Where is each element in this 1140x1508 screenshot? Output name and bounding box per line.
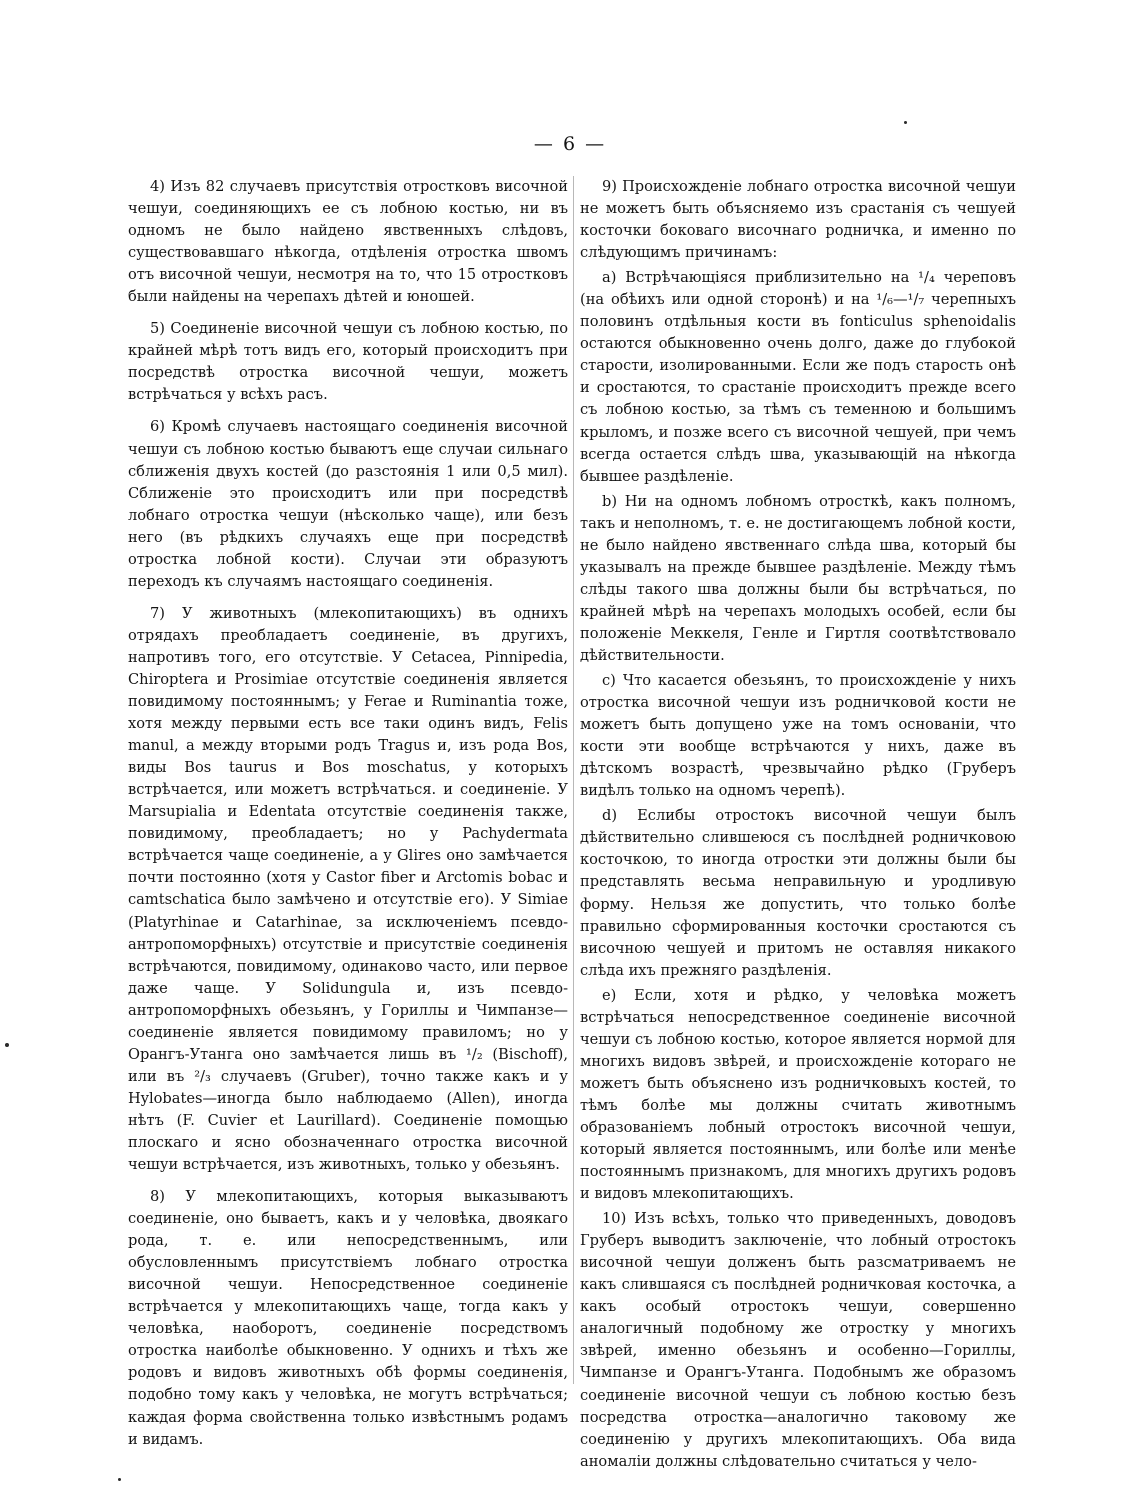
paragraph-9c: c) Что касается обезьянъ, то происхожденіе у нихъ отростка височной чешуи изъ родничковой кости не можетъ быть допущено уже на томъ основаніи, что кости эти вообще встрѣчаются у нихъ, даже въ дѣтскомъ возрастѣ, чрезвычайно рѣдко (Груберъ видѣлъ только на одномъ черепѣ). [580, 672, 1016, 800]
paragraph-5: 5) Соединеніе височной чешуи съ лобною костью, по крайней мѣрѣ тотъ видъ его, который происходитъ при посредствѣ отростка височной чешуи, можетъ встрѣчаться у всѣхъ расъ. [128, 320, 568, 404]
paragraph-9e: e) Если, хотя и рѣдко, у человѣка можетъ встрѣчаться непосредственное соединеніе височной чешуи съ лобною костью, которое является нормой для многихъ видовъ звѣрей, и происхожденіе котораго не можетъ быть объяснено изъ родничковыхъ костей, то тѣмъ болѣе мы должны считать животнымъ образованіемъ лобный отростокъ височной чешуи, который является постояннымъ, или болѣе или менѣе постояннымъ признакомъ, для многихъ другихъ родовъ и видовъ млекопитающихъ. [580, 986, 1016, 1203]
column-divider [573, 176, 574, 1384]
scan-speck [5, 1043, 9, 1047]
paragraph-10: 10) Изъ всѣхъ, только что приведенныхъ, доводовъ Груберъ выводитъ заключеніе, что лобный отростокъ височной чешуи долженъ быть разсматриваемъ не какъ слившаяся съ послѣдней родничковая косточка, а какъ особый отростокъ чешуи, совершенно аналогичный подобному же отростку у многихъ звѣрей, именно обезьянъ и особенно—Гориллы, Чимпанзе и Орангъ-Утанга. Подобнымъ же образомъ соединеніе височной чешуи съ лобною костью безъ посредства отростка—аналогично таковому же соединенію у другихъ млекопитающихъ. Оба вида аномаліи должны слѣдовательно считаться у чело- [580, 1210, 1016, 1470]
left-column [128, 176, 568, 1461]
paragraph-9a: a) Встрѣчающіяся приблизительно на ¹/₄ череповъ (на обѣихъ или одной сторонѣ) и на ¹/₆—¹/₇ черепныхъ половинъ отдѣльныя кости въ fonticulus sphenoidalis остаются обыкновенно очень долго, даже до глубокой старости, изолированными. Если же подъ старость онѣ и сростаются, то срастаніе происходитъ прежде всего съ лобною костью, за тѣмъ съ теменною и большимъ крыломъ, и позже всего съ височной чешуей, при чемъ всегда остается слѣдъ шва, указывающій на нѣкогда бывшее раздѣленіе. [580, 269, 1016, 485]
scan-speck [118, 1478, 121, 1481]
paragraph-9b: b) Ни на одномъ лобномъ отросткѣ, какъ полномъ, такъ и неполномъ, т. е. не достигающемъ лобной кости, не было найдено явственнаго слѣда шва, который бы указывалъ на прежде бывшее раздѣленіе. Между тѣмъ слѣды такого шва должны были бы встрѣчаться, по крайней мѣрѣ на черепахъ молодыхъ особей, если бы положеніе Меккеля, Генле и Гиртля соотвѣтствовало дѣйствительности. [580, 492, 1016, 664]
paragraph-6: 6) Кромѣ случаевъ настоящаго соединенія височной чешуи съ лобною костью бываютъ еще случаи сильнаго сближенія двухъ костей (до разстоянія 1 или 0,5 мил). Сближеніе это происходитъ или при посредствѣ лобнаго отростка чешуи (нѣсколько чаще), или безъ него (въ рѣдкихъ случаяхъ еще при посредствѣ отростка лобной кости). Случаи эти образуютъ переходъ къ случаямъ настоящаго соединенія. [128, 418, 568, 590]
paragraph-7: 7) У животныхъ (млекопитающихъ) въ однихъ отрядахъ преобладаетъ соединеніе, въ другихъ, напротивъ того, его отсутствіе. У Cetacea, Pinnipedia, Chiroptera и Prosimiae отсутствіе соединенія является повидимому постояннымъ; у Ferae и Ruminantia тоже, хотя между первыми есть все таки одинъ видъ, Felis manul, а между вторыми родъ Tragus и, изъ рода Bos, виды Bos taurus и Bos moschatus, у которыхъ встрѣчается, или можетъ встрѣчаться. и соединеніе. У Marsupialia и Edentata отсутствіе соединенія также, повидимому, преобладаетъ; но у Pachydermata встрѣчается чаще соединеніе, а у Glires оно замѣчается почти постоянно (хотя у Castor fiber и Arctomis bobac и camtschatica было замѣчено и отсутствіе его). У Simiae (Platyrhinae и Catarhinae, за исключеніемъ псевдо-антропоморфныхъ) отсутствіе и присутствіе соединенія встрѣчаются, повидимому, одинаково часто, или первое даже чаще. У Solidungula и, изъ псевдо-антропоморфныхъ обезьянъ, у Гориллы и Чимпанзе—соединеніе является повидимому правиломъ; но у Орангъ-Утанга оно замѣчается лишь въ ¹/₂ (Bischoff), или въ ²/₃ случаевъ (Gruber), точно также какъ и у Hylobates—иногда было наблюдаемо (Allen), иногда нѣтъ (F. Cuvier et Laurillard). Соединеніе помощью плоскаго и ясно обозначеннаго отростка височной чешуи встрѣчается, изъ животныхъ, только у обезьянъ. [128, 604, 568, 1174]
paragraph-9d: d) Еслибы отростокъ височной чешуи былъ дѣйствительно слившеюся съ послѣдней родничковою косточкою, то иногда отростки эти должны были бы представлять весьма неправильную и уродливую форму. Нельзя же допустить, что только болѣе правильно сформированныя косточки сростаются съ височною чешуей и притомъ не оставляя никакого слѣда ихъ прежняго раздѣленія. [580, 807, 1016, 979]
page-number: — 6 — [533, 133, 607, 155]
paragraph-4: 4) Изъ 82 случаевъ присутствія отростковъ височной чешуи, соединяющихъ ее съ лобною костью, ни въ одномъ не было найдено явственныхъ слѣдовъ, существовавшаго нѣкогда, отдѣленія отростка швомъ отъ височной чешуи, несмотря на то, что 15 отростковъ были найдены на черепахъ дѣтей и юношей. [128, 178, 568, 306]
paragraph-8: 8) У млекопитающихъ, которыя выказываютъ соединеніе, оно бываетъ, какъ и у человѣка, двоякаго рода, т. е. или непосредственнымъ, или обусловленнымъ присутствіемъ лобнаго отростка височной чешуи. Непосредственное соединеніе встрѣчается у млекопитающихъ чаще, тогда какъ у человѣка, наоборотъ, соединеніе посредствомъ отростка наиболѣе обыкновенно. У однихъ и тѣхъ же родовъ и видовъ животныхъ обѣ формы соединенія, подобно тому какъ у человѣка, не могутъ встрѣчаться; каждая форма свойственна только извѣстнымъ родамъ и видамъ. [128, 1188, 568, 1448]
paragraph-9: 9) Происхожденіе лобнаго отростка височной чешуи не можетъ быть объясняемо изъ срастанія съ чешуей косточки боковаго височнаго родничка, и именно по слѣдующимъ причинамъ: [580, 178, 1016, 262]
right-column [580, 176, 1016, 1476]
scan-speck [904, 121, 907, 124]
